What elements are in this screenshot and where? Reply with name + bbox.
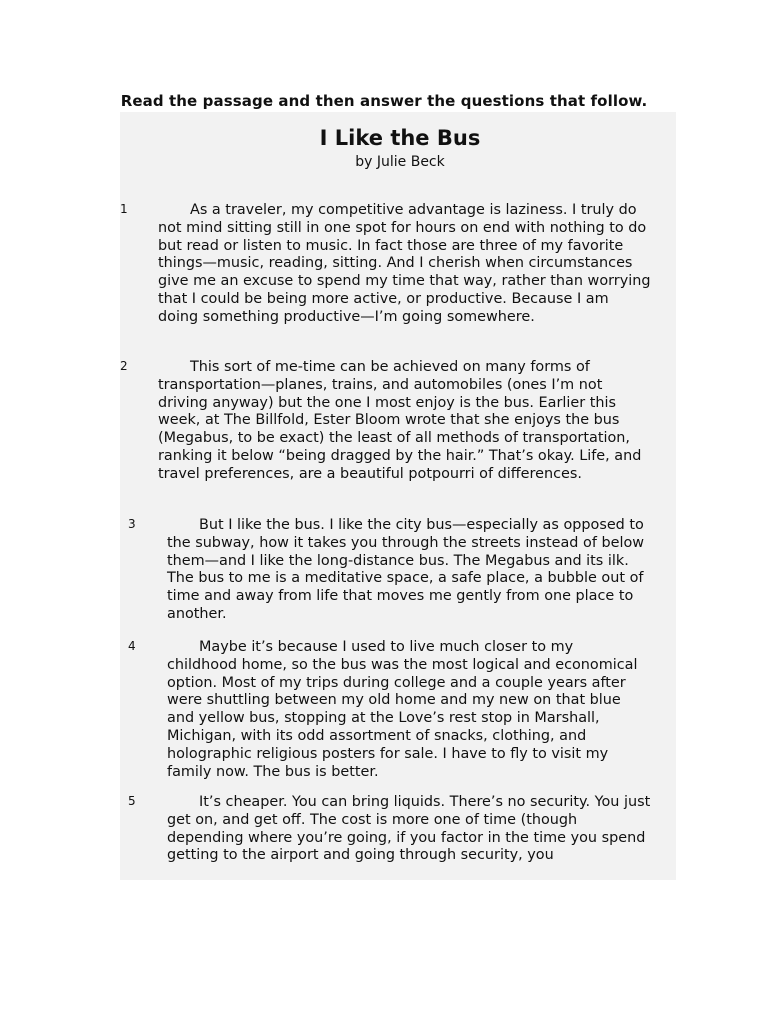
paragraph: But I like the bus. I like the city bus—especially as opposed to the subway, how it takes you through the streets instead of below them—and I like the long-distance bus. The Megabus and its ilk. The bus to me is a meditative space, a safe place, a bubble out of time and away from life that moves me gently from one place to another. [167,517,645,622]
paragraph-number: 5 [128,794,136,808]
article-byline: by Julie Beck [355,154,445,170]
paragraph: Maybe it’s because I used to live much closer to my childhood home, so the bus was the most logical and economical option. Most of my trips during college and a couple years after were shuttling between my old home and my new on that blue and yellow bus, stopping at the Love’s rest stop in Marshall, Michigan, with its odd assortment of snacks, clothing, and holographic religious posters for sale. I have to fly to visit my family now. The bus is better. [167,639,638,780]
paragraph: This sort of me-time can be achieved on many forms of transportation—planes, trains, and automobiles (ones I’m not driving anyway) but the one I most enjoy is the bus. Earlier this week, at The Billfold, Ester Bloom wrote that she enjoys the bus (Megabus, to be exact) the least of all methods of transportation, ranking it below “being dragged by the hair.” That’s okay. Life, and travel preferences, are a beautiful potpourri of differences. [158,359,642,482]
paragraph-number: 4 [128,639,136,653]
paragraph-number: 1 [120,202,128,216]
paragraph: It’s cheaper. You can bring liquids. There’s no security. You just get on, and get off. The cost is more one of time (though depending where you’re going, if you factor in the time you spend getting to the airport and going through security, you [167,794,651,864]
paragraph: As a traveler, my competitive advantage is laziness. I truly do not mind sitting still in one spot for hours on end with nothing to do but read or listen to music. In fact those are three of my favorite things—music, reading, sitting. And I cherish when circumstances give me an excuse to spend my time that way, rather than worrying that I could be being more active, or productive. Because I am doing something productive—I’m going somewhere. [158,202,651,325]
paragraph-number: 2 [120,359,128,373]
article-title: I Like the Bus [319,126,481,150]
instruction-heading: Read the passage and then answer the questions that follow. [120,92,648,110]
paragraph-number: 3 [128,517,136,531]
